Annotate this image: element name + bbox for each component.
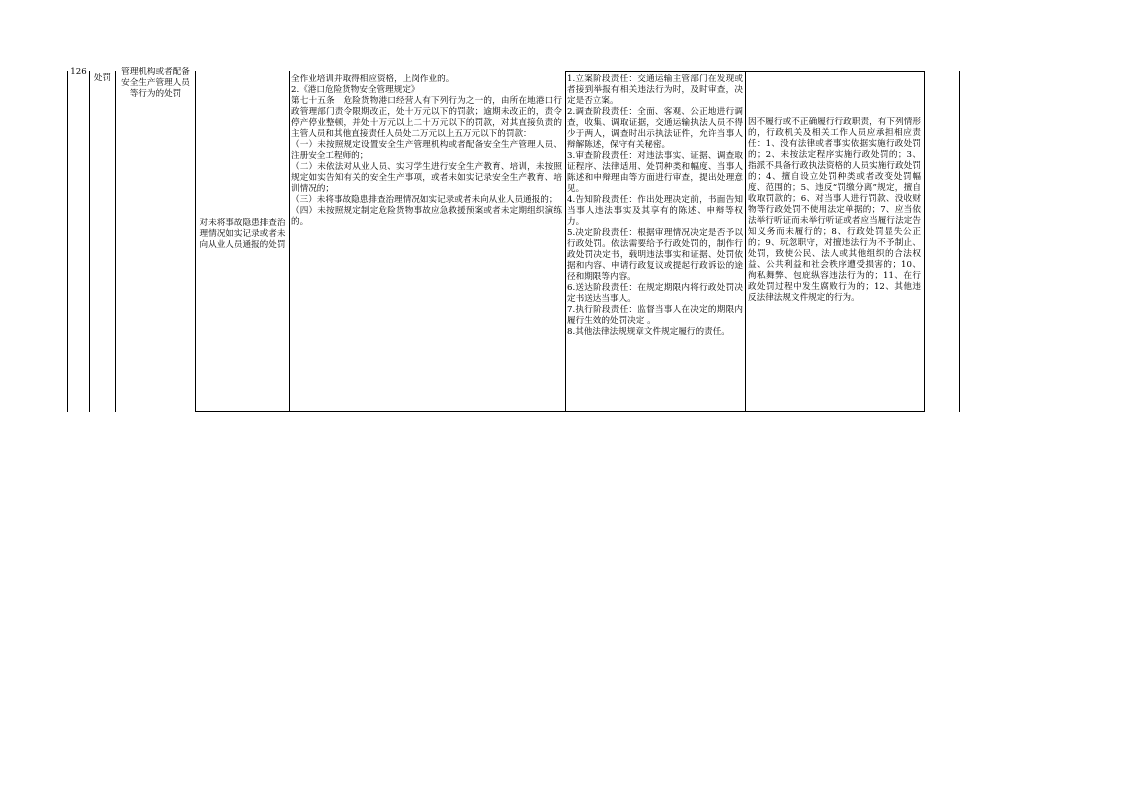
- responsibility-item: 7.执行阶段责任：监督当事人在决定的期限内履行生效的处罚决定 。: [567, 305, 743, 326]
- col-divider-5: [565, 71, 566, 412]
- page-right-edge-line: [959, 71, 960, 412]
- col-divider-6: [745, 71, 746, 412]
- accountability-cell: [748, 117, 921, 377]
- col-divider-2: [115, 71, 116, 412]
- sub-item-name: 对未将事故隐患排查治理情况如实记录或者未向从业人员通报的处罚: [199, 218, 286, 250]
- table-bottom-border: [195, 411, 925, 412]
- row-number-cell: [68, 67, 89, 83]
- category-cell: [90, 73, 115, 87]
- col-divider-0: [67, 71, 68, 412]
- sub-item-cell: [198, 218, 287, 278]
- col-divider-1: [89, 71, 90, 412]
- basis-line: 全作业培训并取得相应资格，上岗作业的。: [291, 74, 455, 84]
- basis-line: （一）未按照规定设置安全生产管理机构或者配备安全生产管理人员、注册安全工程师的；: [291, 140, 562, 161]
- basis-line: 2.《港口危险货物安全管理规定》: [291, 85, 420, 95]
- item-name-cell: [117, 67, 194, 127]
- basis-line: 第七十五条 危险货物港口经营人有下列行为之一的，由所在地港口行政管理部门责令限期改正，处十万元以下的罚款；逾期未改正的，责令停产停业整顿，并处十万元以上二十万元以下的罚款，对其直接负责的主管人员和其他直接责任人员处二万元以上五万元以下的罚款：: [291, 96, 562, 139]
- basis-line: （二）未依法对从业人员、实习学生进行安全生产教育、培训，未按照规定如实告知有关的安全生产事项，或者未如实记录安全生产教育、培训情况的；: [291, 162, 562, 194]
- col-divider-3: [195, 71, 196, 412]
- category-label: 处罚: [93, 73, 112, 83]
- item-name: 管理机构或者配备安全生产管理人员等行为的处罚: [121, 67, 190, 99]
- responsibility-item: 3.审查阶段责任：对违法事实、证据、调查取证程序、法律适用、处罚种类和幅度、当事人陈述和申辩理由等方面进行审查，提出处理意见。: [567, 151, 743, 194]
- basis-line: （三）未将事故隐患排查治理情况如实记录或者未向从业人员通报的；: [291, 195, 558, 205]
- responsibility-item: 2.调查阶段责任：全面、客观、公正地进行调查，收集、调取证据，交通运输执法人员不得少于两人，调查时出示执法证件，允许当事人辩解陈述，保守有关秘密。: [567, 107, 743, 150]
- responsibility-item: 6.送达阶段责任：在规定期限内将行政处罚决定书送达当事人。: [567, 283, 743, 304]
- accountability-text: 因不履行或不正确履行行政职责，有下列情形的，行政机关及相关工作人员应承担相应责任：1、没有法律或者事实依据实施行政处罚的；2、未按法定程序实施行政处罚的；3、指派不具备行政执法资格的人员实施行政处罚的；4、擅自设立处罚种类或者改变处罚幅度、范围的；5、违反“罚缴分离”规定，擅自收取罚款的；6、对当事人进行罚款、没收财物等行政处罚不使用法定单据的；7、应当依法举行听证而未举行听证或者应当履行法定告知义务而未履行的；8、行政处罚显失公正的；9、玩忽职守，对擅违法行为不予制止、处罚，致使公民、法人或其他组织的合法权益、公共利益和社会秩序遭受损害的；10、徇私舞弊、包庇纵容违法行为的；11、在行政处罚过程中发生腐败行为的；12、其他违反法律法规文件规定的行为。: [748, 117, 921, 303]
- col-divider-7: [924, 71, 925, 412]
- basis-line: （四）未按照规定制定危险货物事故应急救援预案或者未定期组织演练的。: [291, 206, 562, 227]
- responsibility-item: 5.决定阶段责任：根据审理情况决定是否予以行政处罚。依法需要给予行政处罚的，制作行政处罚决定书，载明违法事实和证据、处罚依据和内容、申请行政复议或提起行政诉讼的途径和期限等内容。: [567, 228, 743, 282]
- col-divider-4: [289, 71, 290, 412]
- row-number: 126: [70, 67, 87, 77]
- legal-basis-cell: [291, 74, 562, 284]
- responsibility-cell: [567, 74, 743, 411]
- responsibility-item: 4.告知阶段责任：作出处理决定前，书面告知当事人违法事实及其享有的陈述、申辩等权力。: [567, 195, 743, 227]
- responsibility-item: 8.其他法律法规规章文件规定履行的责任。: [567, 327, 730, 337]
- responsibility-item: 1.立案阶段责任：交通运输主管部门在发现或者接到举报有相关违法行为时，及时审查，决定是否立案。: [567, 74, 743, 106]
